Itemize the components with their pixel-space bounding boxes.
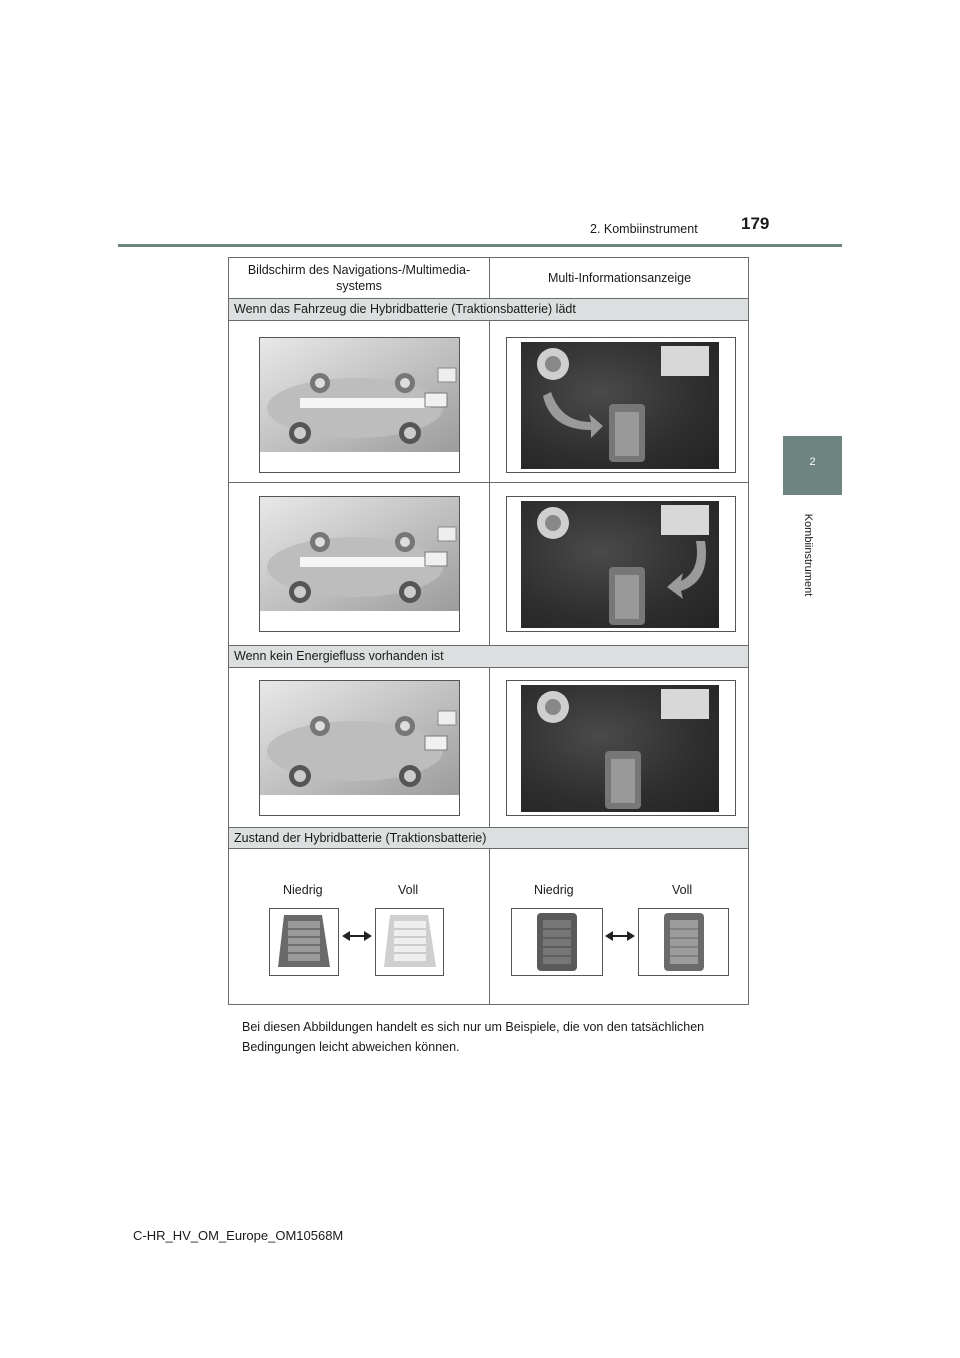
- flow-arrow-icon: [667, 541, 706, 599]
- header-rule: [118, 244, 842, 247]
- flow-arrow-icon: [543, 392, 603, 438]
- mid-battery-low: [511, 908, 603, 976]
- energy-flow-table: [228, 257, 749, 1005]
- band-no-flow: Wenn kein Energiefluss vorhanden ist: [229, 646, 748, 667]
- mid-screen-no-flow: [506, 680, 736, 816]
- car-energy-illustration: [260, 681, 459, 815]
- mid-energy-illustration: [521, 501, 719, 628]
- footnote: Bei diesen Abbildungen handelt es sich nur um Beispiele, die von den tatsächlichen Bedingungen leicht abweichen können.: [242, 1020, 705, 1054]
- mid-battery-low-label: Niedrig: [534, 883, 574, 897]
- car-energy-illustration: [260, 497, 459, 631]
- mid-battery-full: [638, 908, 729, 976]
- chapter-side-label-text: Kombiinstrument: [802, 513, 814, 597]
- chapter-tab-number: 2: [809, 456, 816, 468]
- band-charging: Wenn das Fahrzeug die Hybridbatterie (Traktionsbatterie) lädt: [229, 299, 748, 320]
- nav-screen-no-flow: [259, 680, 460, 816]
- column-header-nav: Bildschirm des Navigations-/Multimedia-systems: [247, 263, 471, 293]
- battery-low-icon: [270, 909, 338, 975]
- mid-energy-illustration: [521, 685, 719, 812]
- chapter-side-label: [800, 505, 816, 605]
- nav-screen-charging-1: [259, 337, 460, 473]
- nav-battery-full: [375, 908, 444, 976]
- mid-screen-charging-1: [506, 337, 736, 473]
- battery-full-icon: [639, 909, 728, 975]
- document-id: C-HR_HV_OM_Europe_OM10568M: [133, 1228, 344, 1243]
- double-arrow-icon: [605, 929, 635, 943]
- chapter-tab: [783, 436, 842, 495]
- battery-full-icon: [376, 909, 443, 975]
- double-arrow-icon: [342, 929, 372, 943]
- mid-energy-illustration: [521, 342, 719, 469]
- page-number: 179: [741, 214, 770, 233]
- nav-battery-full-label: Voll: [398, 883, 419, 897]
- car-energy-illustration: [260, 338, 459, 472]
- nav-screen-charging-2: [259, 496, 460, 632]
- column-header-mid: Multi-Informationsanzeige: [547, 271, 692, 285]
- battery-low-icon: [512, 909, 602, 975]
- nav-battery-low: [269, 908, 339, 976]
- mid-battery-full-label: Voll: [672, 883, 693, 897]
- section-title: 2. Kombiinstrument: [590, 222, 698, 236]
- mid-screen-charging-2: [506, 496, 736, 632]
- nav-battery-low-label: Niedrig: [283, 883, 323, 897]
- band-battery-state: Zustand der Hybridbatterie (Traktionsbatterie): [229, 828, 748, 849]
